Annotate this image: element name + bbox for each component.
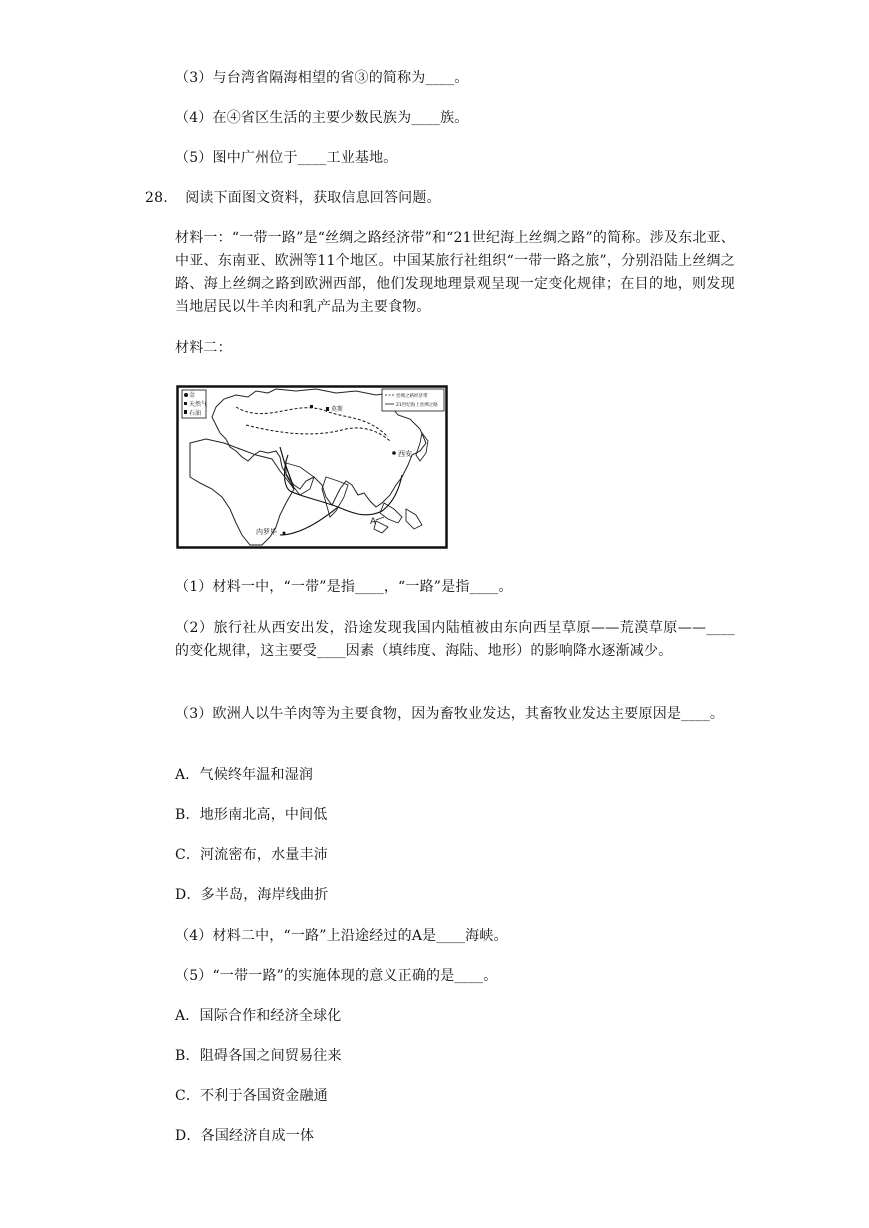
q27-sub4: （4）在④省区生活的主要少数民族为____族。	[175, 110, 469, 126]
oil-marker-icon	[326, 407, 329, 411]
gas-marker-icon	[310, 405, 313, 408]
legend-gas: 天然气	[189, 401, 208, 408]
gas-symbol-icon	[184, 402, 187, 405]
q28-sub5-option-b: B．阻碍各国之间贸易往来	[175, 1048, 342, 1064]
legend-maritime: 21世纪海上丝绸之路	[396, 403, 438, 408]
q28-sub3: （3）欧洲人以牛羊肉等为主要食物，因为畜牧业发达，其畜牧业发达主要原因是____。	[175, 706, 725, 722]
map-label-xian: 西安	[398, 450, 412, 458]
xian-marker-icon	[392, 451, 396, 455]
oil-symbol-icon	[184, 410, 187, 414]
map-label-nairobi: 内罗毕	[256, 528, 277, 536]
q28-sub3-option-a: A．气候终年温和湿润	[175, 767, 314, 783]
legend-oil: 石油	[189, 410, 202, 417]
map-label-point-a: A	[370, 517, 377, 527]
q27-sub3: （3）与台湾省隔海相望的省③的简称为____。	[175, 70, 469, 86]
q27-sub5: （5）图中广州位于____工业基地。	[175, 150, 398, 166]
q28-sub2: （2）旅行社从西安出发，沿途发现我国内陆植被由东向西呈草原——荒漠草原——____的变化规律，这主要受____因素（填纬度、海陆、地形）的影响降水逐渐减少。	[175, 620, 735, 659]
q28-sub3-option-c: C．河流密布，水量丰沛	[175, 847, 328, 863]
q28-sub4: （4）材料二中，“一路”上沿途经过的A是____海峡。	[175, 928, 508, 944]
q28-sub5: （5）“一带一路”的实施体现的意义正确的是____。	[175, 968, 498, 984]
legend-belt: 丝绸之路经济带	[396, 394, 428, 399]
question-stem: 阅读下面图文资料，获取信息回答问题。	[185, 190, 441, 206]
q28-sub3-option-b: B．地形南北高，中间低	[175, 807, 328, 823]
question-number: 28.	[145, 190, 168, 206]
map-label-moscow: 莫斯	[331, 406, 344, 413]
q28-sub5-option-a: A．国际合作和经济全球化	[175, 1008, 342, 1024]
q28-sub5-option-c: C．不利于各国资金融通	[175, 1088, 328, 1104]
nairobi-marker-icon	[283, 532, 286, 535]
material-two-label: 材料二：	[175, 340, 232, 356]
q28-sub1: （1）材料一中，“一带”是指____，“一路”是指____。	[175, 579, 513, 595]
legend-gold: 金	[189, 392, 196, 399]
q28-sub3-option-d: D．多半岛，海岸线曲折	[175, 887, 329, 903]
question-28-stem-line	[145, 188, 441, 208]
q28-sub5-option-d: D．各国经济自成一体	[175, 1128, 315, 1144]
gold-symbol-icon	[184, 393, 188, 397]
silk-road-map	[176, 385, 448, 549]
material-one: 材料一：“一带一路”是“丝绸之路经济带”和“21世纪海上丝绸之路”的简称。涉及东北亚、中亚、东南亚、欧洲等11个地区。中国某旅行社组织“一带一路之旅”，分别沿陆上丝绸之路、海上丝绸之路到欧洲西部，他们发现地理景观呈现一定变化规律；在目的地，则发现当地居民以牛羊肉和乳产品为主要食物。	[175, 230, 735, 315]
